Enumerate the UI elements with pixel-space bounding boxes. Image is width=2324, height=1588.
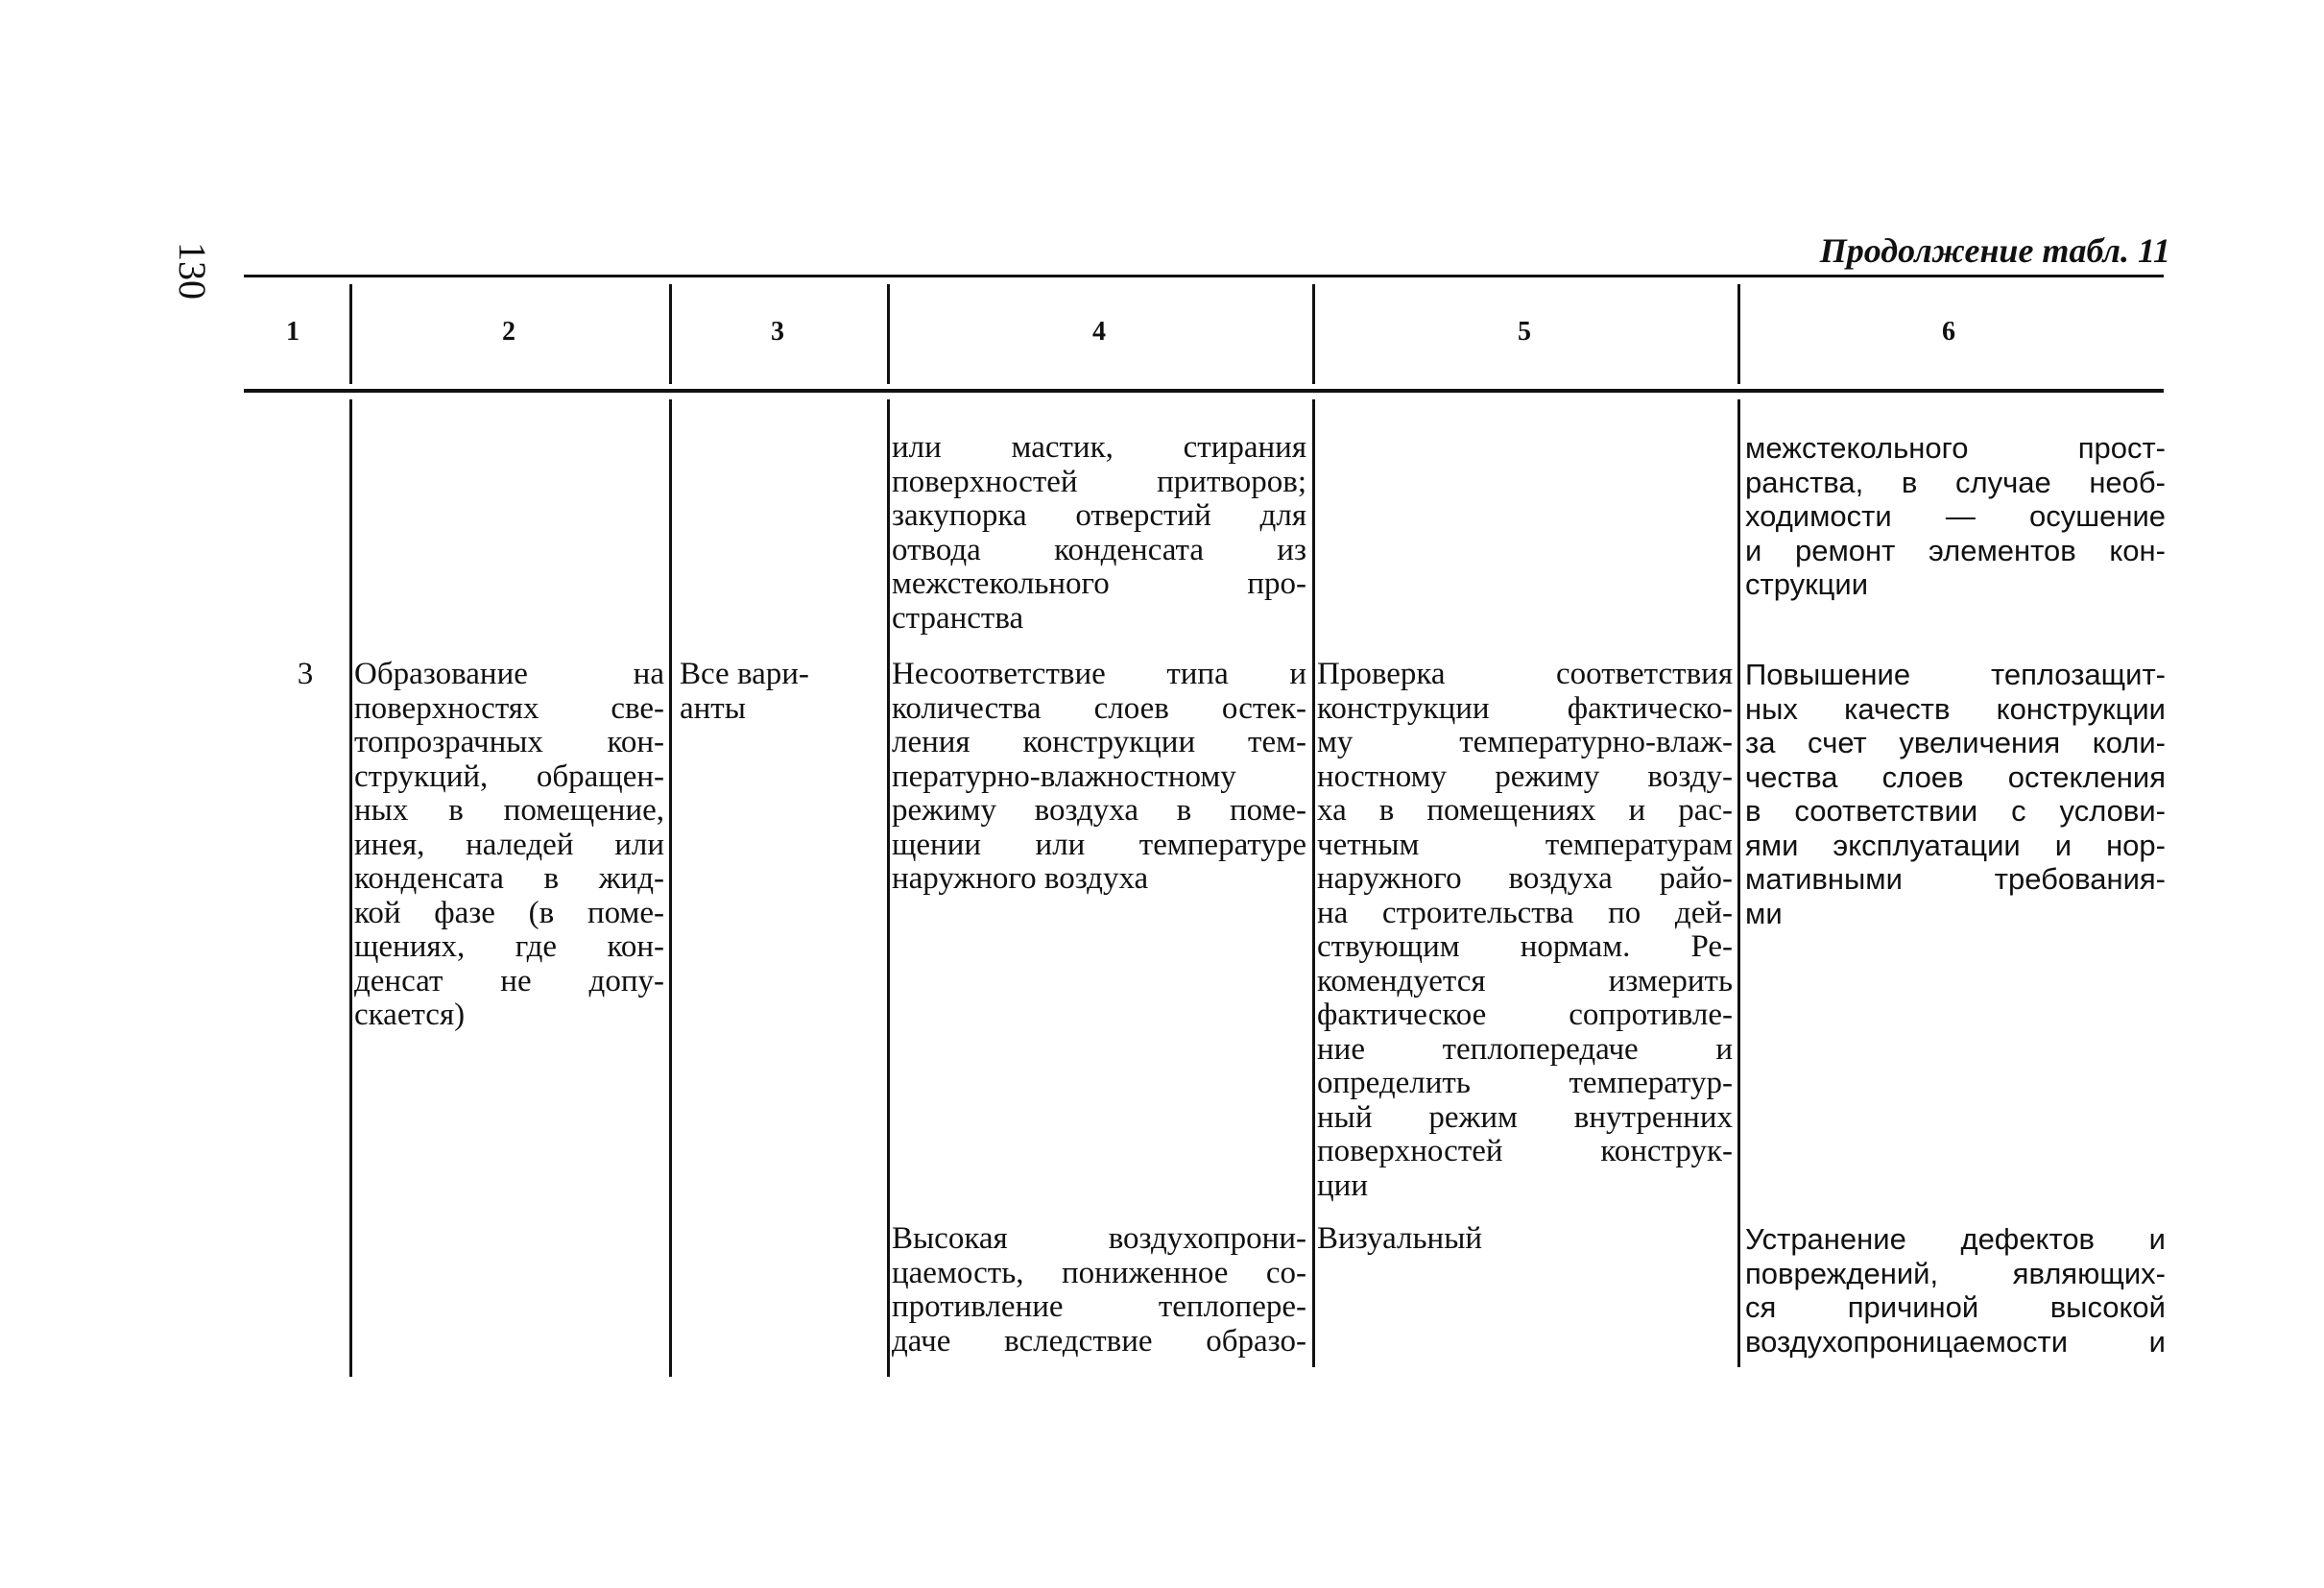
text-line: на строительства по дей- xyxy=(1317,895,1733,930)
variants xyxy=(680,658,883,726)
text-line: межстекольного про- xyxy=(892,566,1306,601)
text-line: даче вследствие образо- xyxy=(892,1323,1306,1359)
text-line: Визуальный xyxy=(1317,1221,1483,1256)
text-line: скается) xyxy=(354,998,466,1032)
text-line: ранства, в случае необ- xyxy=(1745,465,2166,499)
text-line: ный режим внутренних xyxy=(1317,1099,1733,1135)
text-line: цаемость, пониженное со- xyxy=(892,1255,1306,1290)
header-col-2: 2 xyxy=(502,317,515,347)
text-line: воздухопроницаемости и xyxy=(1745,1324,2166,1359)
text-line: ных в помещение, xyxy=(354,793,664,828)
text-line: Несоответствие типа и xyxy=(892,657,1306,691)
text-line: топрозрачных кон- xyxy=(354,725,664,759)
continuation-col4 xyxy=(892,431,1306,636)
header-col-5: 5 xyxy=(1518,317,1531,347)
text-line: струкций, обращен- xyxy=(354,758,664,794)
text-line: инея, наледей или xyxy=(354,827,664,862)
header-separator xyxy=(887,284,890,384)
text-line: комендуется измерить xyxy=(1317,963,1733,999)
text-line: наружного воздуха xyxy=(892,861,1149,896)
text-line: му температурно-влаж- xyxy=(1317,725,1733,759)
header-bottom-rule xyxy=(244,389,2164,393)
text-line: ных качеств конструкции xyxy=(1745,691,2166,726)
text-line: струкции xyxy=(1745,567,1869,601)
column-separator xyxy=(349,399,352,1377)
text-line: отвода конденсата из xyxy=(892,532,1306,567)
text-line: за счет увеличения коли- xyxy=(1745,726,2166,759)
text-line: ходимости — осушение xyxy=(1745,499,2166,533)
text-line: ствующим нормам. Ре- xyxy=(1317,929,1733,964)
text-line: четным температурам xyxy=(1317,827,1733,862)
text-line: поверхностях све- xyxy=(354,690,664,726)
text-line: Высокая воздухопрони- xyxy=(892,1221,1306,1256)
table-caption: Продолжение табл. 11 xyxy=(1819,231,2170,270)
text-line: щениях, где кон- xyxy=(354,929,664,964)
text-line: мативными требования- xyxy=(1745,862,2166,896)
text-line: Повышение теплозащит- xyxy=(1745,658,2166,691)
header-separator xyxy=(349,284,352,384)
table-top-rule xyxy=(244,275,2164,277)
text-line: и ремонт элементов кон- xyxy=(1745,533,2166,567)
header-col-3: 3 xyxy=(771,317,784,347)
text-line: в соответствии с услови- xyxy=(1745,794,2166,828)
text-line: межстекольного прост- xyxy=(1745,431,2166,465)
text-line: чества слоев остекления xyxy=(1745,759,2166,794)
text-line: ся причиной высокой xyxy=(1745,1290,2166,1324)
page-number: 130 xyxy=(171,242,214,300)
column-separator xyxy=(1312,399,1315,1367)
header-separator xyxy=(1737,284,1740,384)
text-line: поверхностей конструк- xyxy=(1317,1134,1733,1168)
cause-b xyxy=(892,1222,1306,1359)
text-line: закупорка отверстий для xyxy=(892,498,1306,533)
text-line: щении или температуре xyxy=(892,827,1306,862)
text-line: ции xyxy=(1317,1167,1368,1203)
text-line: или мастик, стирания xyxy=(892,430,1306,465)
header-separator xyxy=(1312,284,1315,384)
text-line: ми xyxy=(1745,896,1783,930)
text-line: ха в помещениях и рас- xyxy=(1317,793,1733,828)
text-line: Проверка соответствия xyxy=(1317,657,1733,691)
text-line: странства xyxy=(892,600,1024,636)
continuation-col6 xyxy=(1745,431,2166,602)
text-line: фактическое сопротивле- xyxy=(1317,998,1733,1032)
text-line: пературно-влажностному xyxy=(892,758,1236,794)
text-line: повреждений, являющих- xyxy=(1745,1256,2166,1290)
header-separator xyxy=(669,284,672,384)
header-col-1: 1 xyxy=(286,317,299,347)
column-separator xyxy=(887,399,890,1377)
text-line: количества слоев остек- xyxy=(892,690,1306,726)
text-line: ями эксплуатации и нор- xyxy=(1745,828,2166,862)
text-line: поверхностей притворов; xyxy=(892,464,1306,499)
defect-description xyxy=(354,658,664,1033)
text-line: ностному режиму возду- xyxy=(1317,758,1733,794)
text-line: определить температур- xyxy=(1317,1066,1733,1100)
text-line: наружного воздуха райо- xyxy=(1317,861,1733,896)
header-col-6: 6 xyxy=(1942,317,1955,347)
header-col-4: 4 xyxy=(1092,317,1106,347)
text-line: денсат не допу- xyxy=(354,963,664,999)
text-line: режиму воздуха в поме- xyxy=(892,793,1306,828)
method-b xyxy=(1317,1222,1733,1257)
remedy-b xyxy=(1745,1222,2166,1359)
text-line: конструкции фактическо- xyxy=(1317,690,1733,726)
text-line: противление теплопере- xyxy=(892,1289,1306,1324)
column-separator xyxy=(1737,399,1740,1367)
text-line: кой фазе (в поме- xyxy=(354,895,664,930)
cause-a xyxy=(892,658,1306,897)
text-line: конденсата в жид- xyxy=(354,861,664,896)
row-number: 3 xyxy=(297,657,314,691)
text-line: ления конструкции тем- xyxy=(892,725,1306,759)
remedy-a xyxy=(1745,658,2166,930)
text-line: Устранение дефектов и xyxy=(1745,1222,2166,1256)
column-separator xyxy=(669,399,672,1377)
text-line: Все вари- xyxy=(680,657,809,691)
text-line: ние теплопередаче и xyxy=(1317,1031,1733,1067)
text-line: анты xyxy=(680,690,746,726)
text-line: Образование на xyxy=(354,657,664,691)
method-a xyxy=(1317,658,1733,1203)
